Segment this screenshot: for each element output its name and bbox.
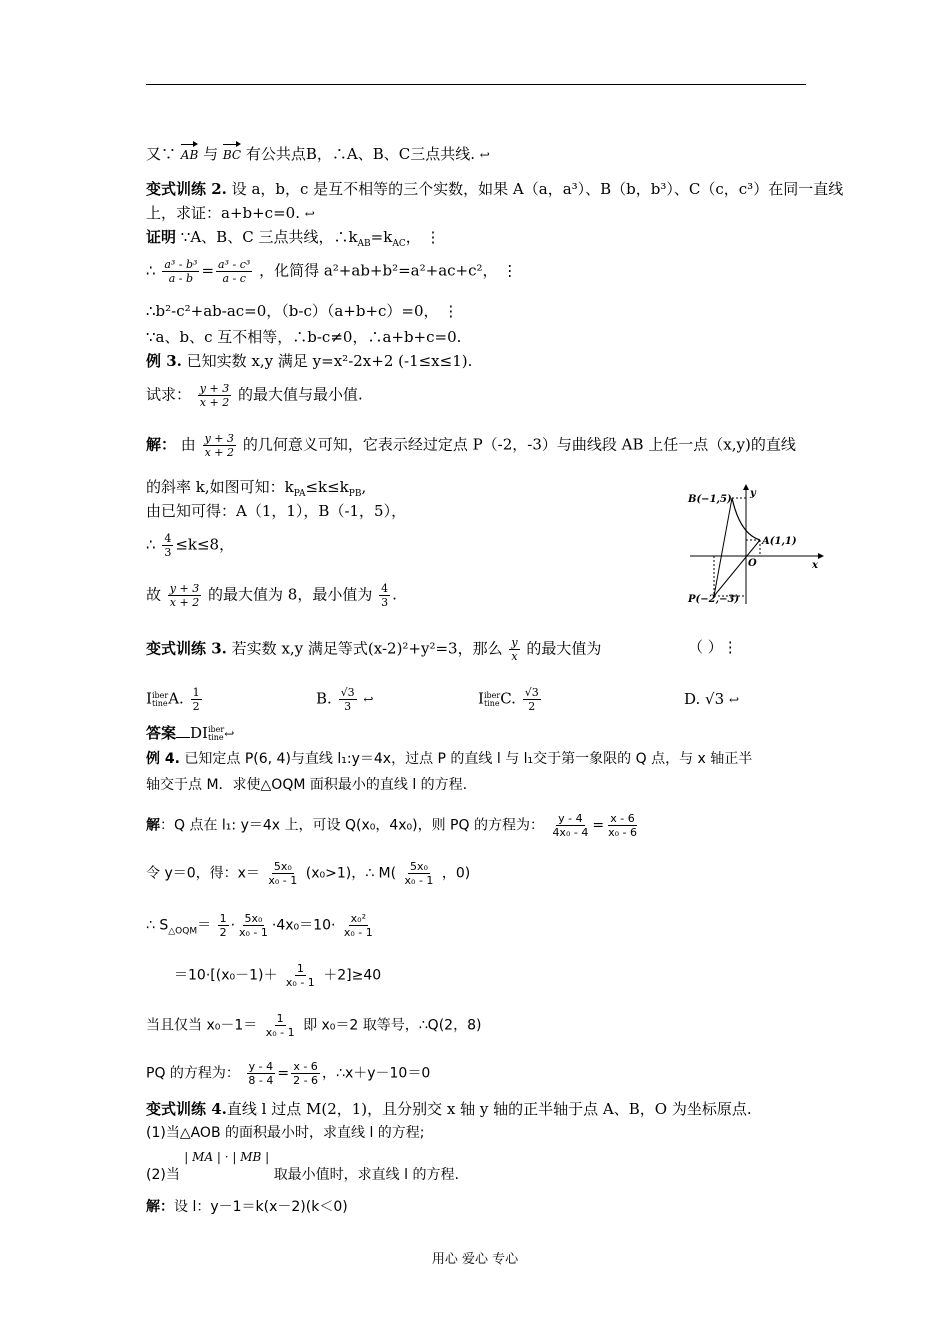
example4-sol-line5 bbox=[146, 1012, 481, 1039]
text: iber bbox=[207, 725, 225, 734]
return-mark-icon: ↩ bbox=[224, 727, 235, 741]
text: = bbox=[201, 261, 215, 280]
header-rule bbox=[146, 84, 806, 85]
line-pb bbox=[714, 498, 732, 596]
text: ≤k≤k bbox=[305, 478, 349, 496]
text: 又∵ bbox=[146, 145, 177, 163]
fraction bbox=[162, 532, 173, 559]
return-mark-icon: ↩ bbox=[728, 693, 739, 707]
text: ＝10·[(x₀－1)＋ bbox=[174, 967, 278, 984]
denominator: x + 2 bbox=[199, 396, 230, 409]
text: ，化简得 a²+ab+b²=a²+ac+c²， ⋮ bbox=[259, 261, 518, 280]
denominator: 2 bbox=[192, 700, 200, 713]
variant2-title: 变式训练 2. bbox=[146, 180, 227, 198]
subscript: PB bbox=[348, 489, 362, 499]
variant4-title: 变式训练 4. bbox=[146, 1100, 227, 1118]
numerator: y + 3 bbox=[169, 582, 200, 595]
option-label: B. bbox=[316, 689, 332, 708]
example4-text2: 轴交于点 M．求使△OQM 面积最小的直线 l 的方程. bbox=[146, 777, 468, 793]
label-y: y bbox=[750, 488, 756, 499]
numerator: a³ - b³ bbox=[164, 258, 198, 271]
fraction bbox=[606, 812, 639, 839]
proof-label: 证明 bbox=[146, 228, 177, 246]
text: = bbox=[277, 1065, 290, 1082]
label-p: P(−2,−3) bbox=[688, 594, 740, 605]
numerator: x - 6 bbox=[610, 812, 635, 825]
example4-sol-line6 bbox=[146, 1060, 430, 1087]
fraction bbox=[216, 258, 252, 285]
text: . bbox=[392, 585, 397, 604]
proof-line2 bbox=[146, 258, 517, 285]
denominator: 4x₀ - 4 bbox=[552, 826, 589, 839]
denominator: 2 - 6 bbox=[293, 1074, 319, 1087]
numerator: 4 bbox=[164, 532, 172, 545]
proof-line1 bbox=[146, 228, 441, 253]
denominator: 3 bbox=[164, 546, 172, 559]
proof-line4 bbox=[146, 328, 461, 346]
text: · bbox=[230, 917, 236, 934]
text: iber bbox=[483, 690, 501, 700]
option-value: √3 bbox=[705, 690, 725, 708]
fraction bbox=[379, 582, 390, 609]
denominator: x₀ - 1 bbox=[268, 874, 298, 887]
option-label: A. bbox=[168, 689, 184, 708]
text: ∵a、b、c 互不相等，∴b-c≠0，∴a+b+c=0. bbox=[146, 328, 462, 346]
return-mark-icon: ↩ bbox=[304, 207, 315, 221]
numerator: y + 3 bbox=[204, 432, 235, 445]
fraction bbox=[523, 686, 541, 713]
subscript: AC bbox=[392, 239, 406, 249]
text: ≤k≤8， bbox=[175, 535, 235, 554]
variant4-line1 bbox=[146, 1100, 752, 1118]
denominator: 3 bbox=[344, 700, 352, 713]
variant4-q2 bbox=[146, 1150, 459, 1184]
solution-line3 bbox=[146, 502, 406, 520]
example4-sol-line1 bbox=[146, 812, 641, 839]
fraction bbox=[162, 258, 199, 285]
text: 与 bbox=[203, 145, 219, 163]
denominator: x + 2 bbox=[204, 446, 235, 459]
text: 令 y＝0，得：x＝ bbox=[146, 865, 260, 882]
denominator: x bbox=[511, 650, 518, 663]
text: 的最大值为 8，最小值为 bbox=[208, 585, 373, 604]
example3-text: 已知实数 x,y 满足 y=x²-2x+2 (-1≤x≤1). bbox=[186, 352, 473, 370]
expression: | MA | · | MB | bbox=[184, 1150, 270, 1164]
text: ·4x₀＝10· bbox=[271, 917, 336, 934]
text: (2)当 bbox=[146, 1167, 180, 1183]
solution-label: 解： bbox=[146, 435, 177, 454]
small-mark bbox=[152, 692, 168, 708]
numerator: 4 bbox=[381, 582, 389, 595]
return-mark-icon: ↩ bbox=[479, 148, 490, 162]
numerator: y - 4 bbox=[558, 812, 583, 825]
answer-label: 答案 bbox=[146, 724, 177, 742]
numerator: √3 bbox=[340, 686, 355, 699]
fraction bbox=[284, 962, 317, 989]
answer-blank bbox=[176, 737, 190, 738]
text: ：Q 点在 l₁: y＝4x 上，可设 Q(x₀，4x₀)，则 PQ 的方程为： bbox=[160, 817, 544, 834]
return-mark-icon: ↩ bbox=[363, 692, 374, 707]
numerator: 1 bbox=[219, 912, 227, 925]
text: 由已知可得：A（1，1），B（-1，5）， bbox=[146, 502, 407, 520]
denominator: x₀ - 1 bbox=[404, 874, 434, 887]
solution-label: 解 bbox=[146, 817, 160, 834]
variant2-line1 bbox=[146, 180, 843, 198]
x-axis-arrow bbox=[818, 553, 824, 559]
numerator: 1 bbox=[192, 686, 200, 699]
solution-line2 bbox=[146, 478, 366, 503]
denominator: a - c bbox=[222, 272, 246, 285]
text: = bbox=[592, 817, 605, 834]
graph-figure bbox=[684, 482, 824, 612]
solution-line1 bbox=[146, 432, 796, 459]
text: iber bbox=[151, 690, 169, 700]
small-mark bbox=[208, 726, 224, 742]
fraction bbox=[246, 1060, 275, 1087]
text: tine bbox=[151, 698, 168, 708]
example3-title: 例 3. bbox=[146, 352, 182, 370]
option-c bbox=[478, 686, 543, 713]
text: 试求： bbox=[146, 385, 192, 404]
small-mark bbox=[484, 692, 500, 708]
denominator: x₀ - 1 bbox=[239, 926, 268, 939]
variant3-text: 若实数 x,y 满足等式(x-2)²+y²=3，那么 bbox=[231, 639, 503, 658]
option-b bbox=[316, 686, 373, 713]
option-label: D. bbox=[684, 690, 701, 708]
numerator: 5x₀ bbox=[273, 860, 292, 873]
subscript: PA bbox=[293, 489, 306, 499]
text: I bbox=[202, 724, 208, 742]
denominator: 8 - 4 bbox=[248, 1074, 274, 1087]
answer-paren: （ ）⋮ bbox=[688, 638, 738, 656]
denominator: a - b bbox=[168, 272, 194, 285]
variant2-text2: 上，求证：a+b+c=0. bbox=[146, 204, 300, 222]
label-b: B(−1,5) bbox=[688, 494, 732, 505]
solution-line5 bbox=[146, 582, 397, 609]
fraction bbox=[403, 860, 436, 887]
example4-title: 例 4. bbox=[146, 751, 180, 767]
y-axis-arrow bbox=[743, 484, 749, 490]
text: tine bbox=[483, 698, 500, 708]
variant3-title: 变式训练 3. bbox=[146, 639, 227, 658]
text: ， ⋮ bbox=[405, 228, 441, 246]
text: 的斜率 k,如图可知：k bbox=[146, 478, 294, 496]
text: 的几何意义可知，它表示经过定点 P（-2，-3）与曲线段 AB 上任一点（x,y)的直线 bbox=[242, 435, 796, 454]
fraction bbox=[218, 912, 229, 939]
subscript: △OQM bbox=[168, 926, 198, 937]
line-collinear bbox=[146, 142, 490, 164]
denominator: x₀ - 1 bbox=[265, 1026, 295, 1039]
numerator: 5x₀ bbox=[410, 860, 428, 873]
fraction bbox=[168, 582, 201, 609]
fraction bbox=[291, 1060, 320, 1087]
text: I bbox=[146, 689, 152, 708]
subscript: AB bbox=[357, 239, 371, 249]
example4-text: 已知定点 P(6, 4)与直线 l₁:y＝4x，过点 P 的直线 l 与 l₁交于第一象限的 Q 点，与 x 轴正半 bbox=[184, 751, 753, 767]
numerator: √3 bbox=[524, 686, 539, 699]
text: ∵A、B、C 三点共线，∴k bbox=[180, 228, 358, 246]
text: 设 l：y－1＝k(x－2)(k＜0) bbox=[174, 1199, 348, 1215]
label-a: A(1,1) bbox=[762, 536, 797, 547]
numerator: y + 3 bbox=[199, 382, 230, 395]
numerator: x₀² bbox=[350, 912, 366, 925]
variant2-text: 设 a，b，c 是互不相等的三个实数，如果 A（a，a³）、B（b，b³）、C（c，c³）在同一直线 bbox=[231, 180, 844, 198]
option-label: C. bbox=[500, 689, 516, 708]
text: 的最大值与最小值. bbox=[238, 385, 363, 404]
text: 由 bbox=[180, 435, 196, 454]
variant3-line bbox=[146, 636, 601, 663]
example4-sol-line2 bbox=[146, 860, 470, 887]
text: PQ 的方程为： bbox=[146, 1065, 240, 1082]
example4-line1 bbox=[146, 750, 752, 768]
numerator: y bbox=[511, 636, 518, 649]
variant4-sol bbox=[146, 1198, 348, 1216]
fraction bbox=[550, 812, 590, 839]
text: , bbox=[361, 478, 367, 496]
proof-line3 bbox=[146, 302, 458, 320]
variant2-line2 bbox=[146, 204, 315, 223]
answer-value: D bbox=[190, 724, 203, 742]
denominator: x₀ - 6 bbox=[608, 826, 637, 839]
text: ∴ bbox=[146, 535, 156, 554]
fraction bbox=[266, 860, 299, 887]
fraction bbox=[264, 1012, 297, 1039]
text: ∴b²-c²+ab-ac=0，（b-c）（a+b+c）=0， ⋮ bbox=[146, 302, 459, 320]
text: 有公共点B，∴A、B、C三点共线. bbox=[245, 145, 475, 163]
variant4-text: 直线 l 过点 M(2，1)，且分别交 x 轴 y 轴的正半轴于点 A、B，O 为坐标原点. bbox=[226, 1100, 752, 1118]
denominator: 3 bbox=[381, 596, 389, 609]
numerator: 1 bbox=[296, 962, 304, 975]
text: 的最大值为 bbox=[526, 639, 602, 658]
solution-label: 解： bbox=[146, 1199, 174, 1215]
example4-sol-line4 bbox=[174, 962, 381, 989]
fraction bbox=[191, 686, 202, 713]
option-d bbox=[684, 690, 739, 709]
denominator: x₀ - 1 bbox=[285, 976, 315, 989]
text: ，0) bbox=[441, 865, 471, 882]
numerator: x - 6 bbox=[293, 1060, 318, 1073]
text: tine bbox=[207, 733, 224, 742]
text: 取最小值时，求直线 l 的方程. bbox=[273, 1167, 459, 1183]
example3-ask bbox=[146, 382, 363, 409]
fraction bbox=[198, 382, 231, 409]
text: ＋2]≥40 bbox=[323, 967, 382, 984]
denominator: x₀ - 1 bbox=[343, 926, 373, 939]
answer-line bbox=[146, 724, 234, 743]
example4-line2 bbox=[146, 776, 467, 794]
text: =k bbox=[370, 228, 393, 246]
denominator: 2 bbox=[219, 926, 227, 939]
numerator: y - 4 bbox=[248, 1060, 274, 1073]
text: 即 x₀＝2 取等号，∴Q(2，8) bbox=[303, 1017, 482, 1034]
text: 当且仅当 x₀－1＝ bbox=[146, 1017, 258, 1034]
solution-line4 bbox=[146, 532, 234, 559]
label-x: x bbox=[812, 560, 818, 571]
text: 故 bbox=[146, 585, 162, 604]
option-a bbox=[146, 686, 204, 713]
denominator: x + 2 bbox=[169, 596, 200, 609]
denominator: 2 bbox=[528, 700, 536, 713]
text: ，∴x＋y－10＝0 bbox=[322, 1065, 431, 1082]
example3-line1 bbox=[146, 352, 472, 370]
numerator: 1 bbox=[276, 1012, 284, 1025]
page-footer: 用心 爱心 专心 bbox=[431, 1252, 519, 1267]
label-o: O bbox=[748, 558, 757, 569]
numerator: 5x₀ bbox=[244, 912, 263, 925]
fraction bbox=[339, 686, 357, 713]
variant4-q1: (1)当△AOB 的面积最小时，求直线 l 的方程; bbox=[146, 1125, 425, 1141]
fraction bbox=[237, 912, 270, 939]
text: ∴ bbox=[146, 261, 156, 280]
fraction bbox=[342, 912, 375, 939]
text: (x₀>1)，∴ M( bbox=[305, 865, 397, 882]
fraction bbox=[509, 636, 519, 663]
example4-sol-line3 bbox=[146, 912, 377, 940]
text: ＝ bbox=[197, 917, 212, 934]
text: ∴ S bbox=[146, 917, 169, 934]
numerator: a³ - c³ bbox=[218, 258, 251, 271]
text: I bbox=[478, 689, 484, 708]
vector-bc: BC bbox=[223, 142, 241, 164]
vector-ab: AB bbox=[181, 142, 198, 164]
fraction bbox=[203, 432, 236, 459]
